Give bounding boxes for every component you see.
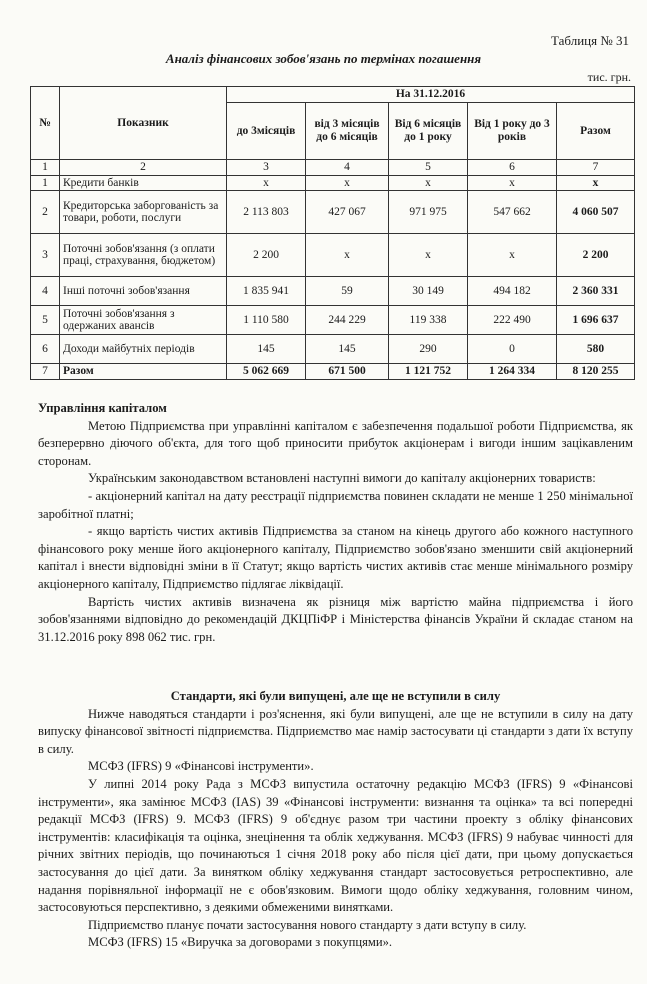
table-row-total <box>31 364 635 380</box>
paragraph: - якщо вартість чистих активів Підприємства за станом на кінець другого або кожного наступного фінансового року менше його акціонерного капіталу, Підприємство зобов'язано зменшити свій акціонерний капітал і внести відповідні зміни в її Статут; якщо вартість чистих активів стає менше мінімального розміру акціонерного капіталу, Підприємство підлягає ліквідації. <box>38 524 633 591</box>
cell-3m: 1 110 580 <box>227 306 306 335</box>
cell-3-6m: 671 500 <box>306 364 389 380</box>
header-num: № <box>31 87 60 160</box>
row-number: 7 <box>31 364 60 380</box>
cell-6-12m: 119 338 <box>389 306 468 335</box>
header-col-6-12m: Від 6 місяців до 1 року <box>389 102 468 159</box>
header-row <box>31 87 635 103</box>
table-number: Таблиця № 31 <box>551 33 629 48</box>
paragraph: Українським законодавством встановлені наступні вимоги до капіталу акціонерних товариств: <box>88 471 596 486</box>
col-number: 1 <box>31 160 60 176</box>
cell-6-12m: x <box>389 175 468 191</box>
cell-1-3y: 547 662 <box>468 191 557 234</box>
cell-1-3y: x <box>468 175 557 191</box>
header-col-1-3y: Від 1 року до 3 років <box>468 102 557 159</box>
table-row <box>31 234 635 277</box>
section-heading: Стандарти, які були випущені, але ще не вступили в силу <box>170 689 501 703</box>
cell-1-3y: 1 264 334 <box>468 364 557 380</box>
row-number: 3 <box>31 234 60 277</box>
cell-3-6m: x <box>306 175 389 191</box>
table-title: Аналіз фінансових зобов'язань по термінах погашення <box>165 51 482 66</box>
cell-6-12m: 30 149 <box>389 277 468 306</box>
row-number: 5 <box>31 306 60 335</box>
col-number: 2 <box>60 160 227 176</box>
cell-3-6m: 59 <box>306 277 389 306</box>
cell-1-3y: 494 182 <box>468 277 557 306</box>
col-number-row <box>31 160 635 176</box>
row-indicator: Поточні зобов'язання (з оплати праці, страхування, бюджетом) <box>60 234 227 277</box>
cell-6-12m: 290 <box>389 335 468 364</box>
col-number: 7 <box>557 160 635 176</box>
row-indicator: Поточні зобов'язання з одержаних авансів <box>60 306 227 335</box>
table-row <box>31 306 635 335</box>
header-indicator: Показник <box>60 87 227 160</box>
cell-total: 8 120 255 <box>557 364 635 380</box>
cell-total: 2 360 331 <box>557 277 635 306</box>
standards-section <box>38 688 633 952</box>
cell-total: 2 200 <box>557 234 635 277</box>
cell-1-3y: 0 <box>468 335 557 364</box>
cell-total: 1 696 637 <box>557 306 635 335</box>
row-indicator: Інші поточні зобов'язання <box>60 277 227 306</box>
row-number: 1 <box>31 175 60 191</box>
cell-3-6m: 244 229 <box>306 306 389 335</box>
paragraph: Вартість чистих активів визначена як різниця між вартістю майна підприємства і його зобов'язаннями відповідно до рекомендацій ДКЦПіФР і Міністерства фінансів України й складає станом на 31.12.2016 року 898 062 тис. грн. <box>38 594 633 644</box>
cell-3m: 5 062 669 <box>227 364 306 380</box>
cell-3m: 2 200 <box>227 234 306 277</box>
cell-total: 580 <box>557 335 635 364</box>
header-col-3-6m: від 3 місяців до 6 місяців <box>306 102 389 159</box>
paragraph: МСФЗ (IFRS) 9 «Фінансові інструменти». <box>88 759 314 774</box>
header-col-3m: до 3місяців <box>227 102 306 159</box>
cell-6-12m: 1 121 752 <box>389 364 468 380</box>
section-heading: Управління капіталом <box>38 401 167 415</box>
cell-1-3y: x <box>468 234 557 277</box>
paragraph: МСФЗ (IFRS) 15 «Виручка за договорами з покупцями». <box>88 935 393 950</box>
cell-3-6m: x <box>306 234 389 277</box>
cell-3m: 145 <box>227 335 306 364</box>
col-number: 5 <box>389 160 468 176</box>
cell-6-12m: x <box>389 234 468 277</box>
table-row <box>31 277 635 306</box>
row-number: 2 <box>31 191 60 234</box>
liabilities-table <box>30 86 635 380</box>
cell-6-12m: 971 975 <box>389 191 468 234</box>
row-number: 4 <box>31 277 60 306</box>
cell-3m: 2 113 803 <box>227 191 306 234</box>
capital-section <box>38 400 633 646</box>
row-indicator: Разом <box>60 364 227 380</box>
header-col-total: Разом <box>557 102 635 159</box>
table-row <box>31 335 635 364</box>
cell-3-6m: 145 <box>306 335 389 364</box>
cell-3-6m: 427 067 <box>306 191 389 234</box>
row-indicator: Кредиторська заборгованість за товари, роботи, послуги <box>60 191 227 234</box>
cell-3m: 1 835 941 <box>227 277 306 306</box>
col-number: 4 <box>306 160 389 176</box>
paragraph: Підприємство планує почати застосування нового стандарту з дати вступу в силу. <box>88 917 527 932</box>
paragraph: У липні 2014 року Рада з МСФЗ випустила остаточну редакцію МСФЗ (IFRS) 9 «Фінансові інструменти», яка замінює МСФЗ (IAS) 39 «Фінансові інструменти: визнання та оцінка» та всі попередні редакції МСФЗ (IFRS) 9. МСФЗ (IFRS) 9 об'єднує разом три частини проекту з обліку фінансових інструментів: класифікація та оцінка, знецінення та облік хеджування. МСФЗ (IFRS) 9 набуває чинності для річних звітних періодів, що починаються 1 січня 2018 року або після цієї дати, при цьому допускається застосування до цієї дати. За винятком обліку хеджування стандарт застосовується ретроспективно, але надання порівняльної інформації не є обов'язковим. Вимоги щодо обліку хеджування, головним чином, застосовуються перспективно, з деякими обмеженими винятками. <box>38 776 633 915</box>
row-number: 6 <box>31 335 60 364</box>
col-number: 3 <box>227 160 306 176</box>
row-indicator: Доходи майбутніх періодів <box>60 335 227 364</box>
cell-total: x <box>557 175 635 191</box>
table-row <box>31 175 635 191</box>
table-row <box>31 191 635 234</box>
units-label: тис. грн. <box>587 70 631 84</box>
paragraph: Нижче наводяться стандарти і роз'яснення, які були випущені, але ще не вступили в силу на дату випуску фінансової звітності підприємства. Підприємство має намір застосувати ці стандарти з дати їх вступу в силу. <box>38 706 633 756</box>
cell-3m: x <box>227 175 306 191</box>
col-number: 6 <box>468 160 557 176</box>
header-date-group: На 31.12.2016 <box>227 87 635 103</box>
paragraph: - акціонерний капітал на дату реєстрації підприємства повинен складати не менше 1 250 мінімальної заробітної платні; <box>38 488 633 521</box>
row-indicator: Кредити банків <box>60 175 227 191</box>
cell-1-3y: 222 490 <box>468 306 557 335</box>
paragraph: Метою Підприємства при управлінні капіталом є забезпечення подальшої роботи Підприємства, як безперервно діючого об'єкта, для того щоб приносити прибуток акціонерам і вигоди іншим зацікавленим сторонам. <box>38 418 633 468</box>
cell-total: 4 060 507 <box>557 191 635 234</box>
